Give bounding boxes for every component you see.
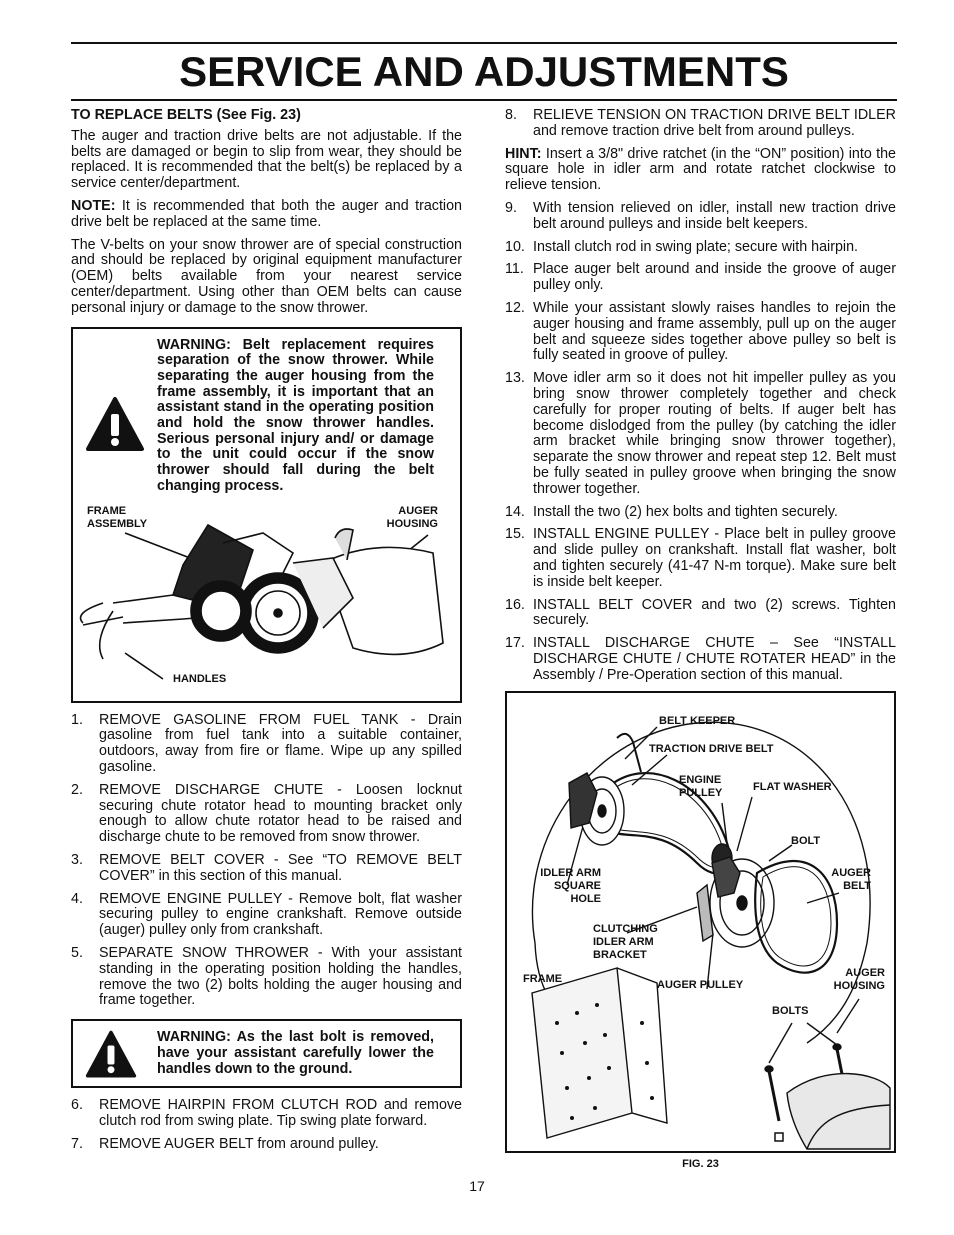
- list-item: 7. REMOVE AUGER BELT from around pulley.: [71, 1135, 379, 1152]
- snow-thrower-drawing: [73, 503, 464, 693]
- bolt-label: BOLT: [791, 834, 821, 847]
- steps-list-2: [71, 1098, 462, 1152]
- hint-label: HINT:: [505, 145, 542, 162]
- oem-paragraph: The V-belts on your snow thrower are of special construction and should be replaced by original equipment manufacturer (OEM) belts available from your nearest service center/department. Using other than OEM belts can cause personal injury or damage to the snow thrower.: [71, 236, 462, 316]
- list-item: 11. Place auger belt around and inside the groove of auger pulley only.: [505, 261, 896, 294]
- list-item: 16. INSTALL BELT COVER and two (2) screws. Tighten securely.: [505, 596, 896, 629]
- note-paragraph: [71, 199, 462, 231]
- hint-text: Insert a 3/8" drive ratchet (in the “ON” position) into the square hole in idler arm and rotate ratchet clockwise to relieve tension.: [505, 145, 896, 194]
- list-item: 17. INSTALL DISCHARGE CHUTE – See “INSTALL DISCHARGE CHUTE / CHUTE ROTATER HEAD” in the Assembly / Pre-Operation section of this manual.: [505, 635, 896, 683]
- idler-arm-square-hole-label: IDLER ARM SQUARE HOLE: [540, 866, 601, 905]
- snow-thrower-illustration: [73, 503, 460, 693]
- title-rule: [71, 99, 897, 101]
- engine-pulley-label: ENGINE PULLEY: [679, 773, 723, 799]
- warning-icon: [85, 1029, 137, 1081]
- list-item: 1. REMOVE GASOLINE FROM FUEL TANK - Drain gasoline from fuel tank into a suitable container, outdoors, away from fire or flame. Wipe up any spilled gasoline.: [71, 711, 462, 775]
- handles-label: HANDLES: [173, 672, 227, 685]
- steps-list-3: [505, 108, 896, 140]
- page-number: 17: [469, 1178, 485, 1194]
- figure-caption: FIG. 23: [682, 1157, 719, 1170]
- auger-housing-label: AUGER HOUSING: [386, 504, 438, 530]
- list-item: 9. With tension relieved on idler, install new traction drive belt around pulleys and inside belt keepers.: [505, 199, 896, 232]
- list-item: 14. Install the two (2) hex bolts and tighten securely.: [505, 503, 838, 520]
- warning-icon: [85, 395, 145, 455]
- list-item: 10. Install clutch rod in swing plate; secure with hairpin.: [505, 238, 859, 255]
- list-item: 6. REMOVE HAIRPIN FROM CLUTCH ROD and remove clutch rod from swing plate. Tip swing plate forward.: [71, 1097, 462, 1130]
- left-column: [71, 108, 462, 1160]
- list-item: 12. While your assistant slowly raises handles to rejoin the auger housing and frame assembly, pull up on the auger belt and squeeze sides together above pulley so belt is fully seated in groove of pulley.: [505, 299, 896, 364]
- warning-text: WARNING: As the last bolt is removed, have your assistant carefully lower the handles down to the ground.: [157, 1029, 434, 1077]
- belt-keeper-label: BELT KEEPER: [659, 714, 736, 727]
- list-item: 5. SEPARATE SNOW THROWER - With your assistant standing in the operating position holding the handles, remove the two (2) bolts holding the auger housing and frame together.: [71, 944, 462, 1009]
- section-heading: TO REPLACE BELTS (See Fig. 23): [71, 107, 301, 123]
- frame-assembly-label: FRAME ASSEMBLY: [87, 504, 148, 530]
- bolts-label: BOLTS: [772, 1004, 809, 1017]
- note-label: NOTE:: [71, 197, 116, 214]
- hint-paragraph: [505, 147, 896, 194]
- warning-box-belt: [71, 327, 462, 703]
- warning-text: WARNING: Belt replacement requires separation of the snow thrower. While separating the auger housing from the frame assembly, it is important that an assistant stand in the operating position and hold the snow thrower handles. Serious personal injury and/ or damage to the unit could occur if the snow thrower should fall during the belt changing process.: [157, 336, 434, 494]
- auger-belt-label: AUGER BELT: [831, 866, 871, 892]
- list-item: 15. INSTALL ENGINE PULLEY - Place belt in pulley groove and slide pulley on crankshaft. Install flat washer, bolt and tighten securely (41-47 N-m torque). Make sure belt is inside belt keeper.: [505, 526, 896, 590]
- figure-23: [505, 691, 896, 1153]
- clutching-idler-arm-bracket-label: CLUTCHING IDLER ARM BRACKET: [593, 922, 658, 961]
- right-column: [505, 108, 896, 1172]
- traction-drive-belt-label: TRACTION DRIVE BELT: [649, 742, 774, 755]
- auger-pulley-label: AUGER PULLEY: [657, 978, 744, 991]
- intro-paragraph: The auger and traction drive belts are not adjustable. If the belts are damaged or begin to slip from wear, they should be replaced. It is recommended that the belt(s) be replaced by a service center/department.: [71, 127, 462, 192]
- flat-washer-label: FLAT WASHER: [753, 780, 832, 793]
- list-item: 3. REMOVE BELT COVER - See “TO REMOVE BELT COVER” in this section of this manual.: [71, 851, 462, 884]
- list-item: 2. REMOVE DISCHARGE CHUTE - Loosen locknut securing chute rotator head to mounting bracket only enough to allow chute rotator head to be raised and discharge chute to be removed from snow thrower.: [71, 781, 462, 846]
- steps-list-1: [71, 713, 462, 1010]
- note-text: It is recommended that both the auger and traction drive belt be replaced at the same time.: [71, 197, 462, 230]
- list-item: 13. Move idler arm so it does not hit impeller pulley as you bring snow thrower completely together and check carefully for proper routing of belts. If auger belt has become dislodged from the pulley (by catching the idler arm bracket while bringing snow thrower together), separate the snow thrower and repeat step 12. Belt must be fully seated in pulley groove when bringing the snow thrower together.: [505, 370, 896, 497]
- frame-label: FRAME: [523, 972, 563, 985]
- list-item: 4. REMOVE ENGINE PULLEY - Remove bolt, flat washer securing pulley to engine crankshaft. Remove outside (auger) pulley only from crankshaft.: [71, 890, 462, 939]
- page-title: SERVICE AND ADJUSTMENTS: [179, 48, 789, 95]
- auger-housing-label: AUGER HOUSING: [833, 966, 885, 992]
- warning-box-bolt: [71, 1019, 462, 1088]
- top-rule: [71, 42, 897, 44]
- belt-diagram: [507, 693, 894, 1151]
- list-item: 8. RELIEVE TENSION ON TRACTION DRIVE BELT IDLER and remove traction drive belt from around pulleys.: [505, 107, 896, 139]
- steps-list-4: [505, 201, 896, 684]
